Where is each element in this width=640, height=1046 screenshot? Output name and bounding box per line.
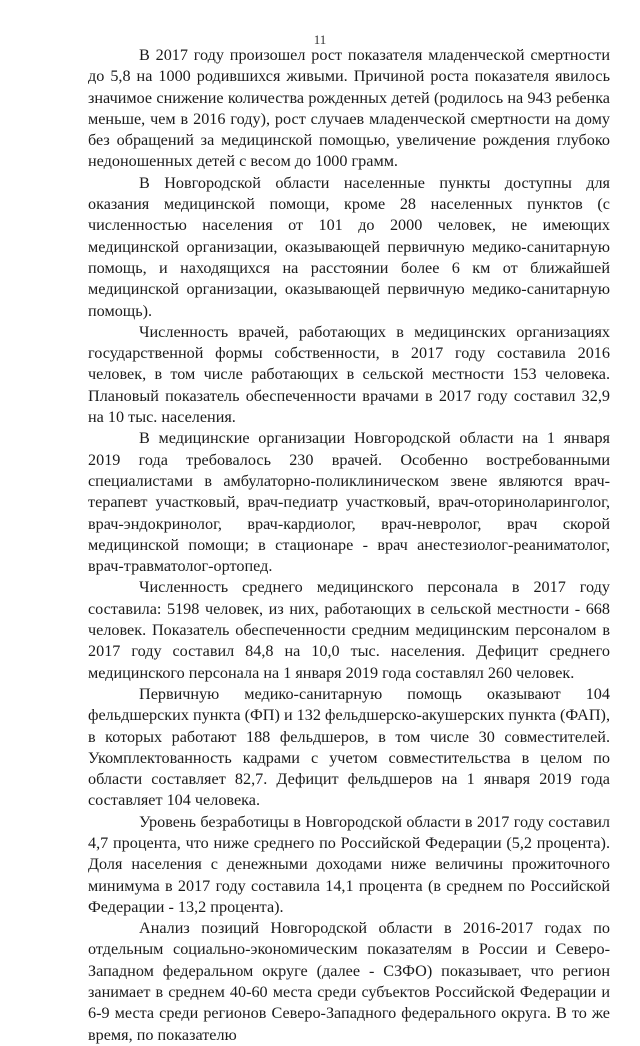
paragraph-unemployment: Уровень безработицы в Новгородской области в 2017 году составил 4,7 процента, что ниже среднего по Российской Федерации (5,2 процента). Доля населения с денежными доходами ниже величины прожиточного минимума в 2017 году составила 14,1 процента (в среднем по Российской Федерации - 13,2 процента). <box>88 812 610 916</box>
paragraph-doctors-demand: В медицинские организации Новгородской области на 1 января 2019 года требовалось 230 врачей. Особенно востребованными специалистами в амбулаторно-поликлиническом звене являются врач-терапевт участковый, врач-педиатр участковый, врач-оториноларинголог, врач-эндокринолог, врач-кардиолог, врач-невролог, врач скорой медицинской помощи; в стационаре - врач анестезиолог-реаниматолог, врач-травматолог-ортопед. <box>88 429 610 576</box>
page-number: 11 <box>313 32 327 47</box>
paragraph-infant-mortality: В 2017 году произошел рост показателя младенческой смертности до 5,8 на 1000 родившихся живыми. Причиной роста показателя явилось значимое снижение количества рожденных детей (родилось на 943 ребенка меньше, чем в 2016 году), рост случаев младенческой смертности на дому без обращений за медицинской помощью, увеличение рождения глубоко недоношенных детей с весом до 1000 грамм. <box>88 46 610 171</box>
paragraph-nursing-staff: Численность среднего медицинского персонала в 2017 году составила: 5198 человек, из них, работающих в сельской местности - 668 человек. Показатель обеспеченности средним медицинским персоналом в 2017 году составил 84,8 на 10,0 тыс. населения. Дефицит среднего медицинского персонала на 1 января 2019 года составлял 260 человек. <box>88 578 610 682</box>
paragraph-region-analysis: Анализ позиций Новгородской области в 2016-2017 годах по отдельным социально-экономическим показателям в России и Северо-Западном федеральном округе (далее - СЗФО) показывает, что регион занимает в среднем 40-60 места среди субъектов Российской Федерации и 6-9 места среди регионов Северо-Западного федерального округа. В то же время, по показателю <box>88 919 610 1044</box>
paragraph-settlements-access: В Новгородской области населенные пункты доступны для оказания медицинской помощи, кроме 28 населенных пунктов (с численностью населения от 101 до 2000 человек, не имеющих медицинской организации, оказывающей первичную медико-санитарную помощь, и находящихся на расстоянии более 6 км от ближайшей медицинской организации, оказывающей первичную медико-санитарную помощь). <box>88 173 610 320</box>
paragraph-feldsher-points: Первичную медико-санитарную помощь оказывают 104 фельдшерских пункта (ФП) и 132 фельдшерско-акушерских пункта (ФАП), в которых работают 188 фельдшеров, в том числе 30 совместителей. Укомплектованность кадрами с учетом совместительства в целом по области составляет 82,7. Дефицит фельдшеров на 1 января 2019 года составляет 104 человека. <box>88 684 610 810</box>
document-body <box>88 45 610 1046</box>
paragraph-doctors-count: Численность врачей, работающих в медицинских организациях государственной формы собственности, в 2017 году составила 2016 человек, в том числе работающих в сельской местности 153 человека. Плановый показатель обеспеченности врачами в 2017 году составил 32,9 на 10 тыс. населения. <box>88 322 610 427</box>
